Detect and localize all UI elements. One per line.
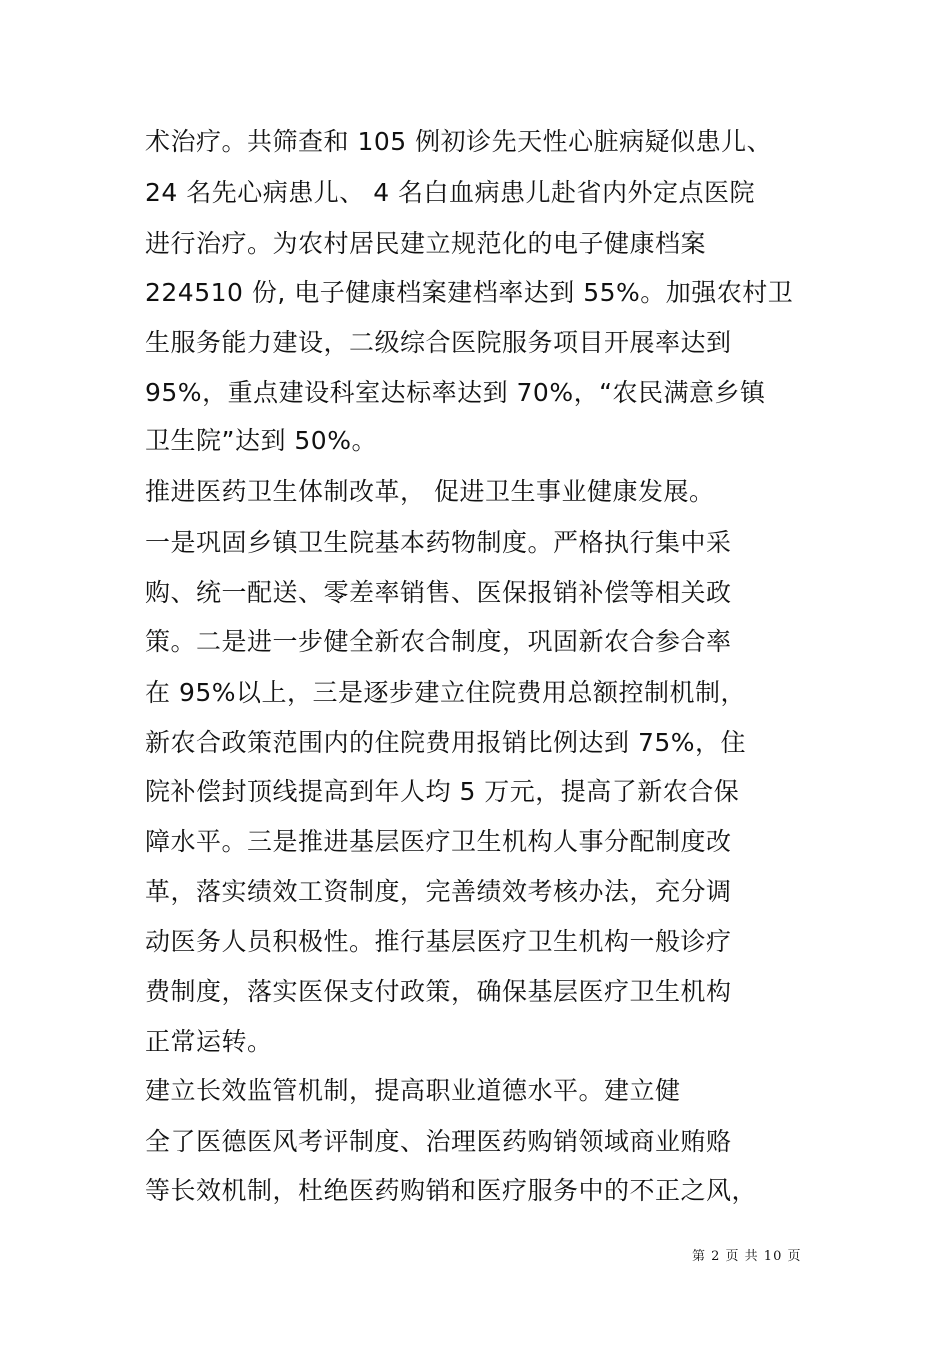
text-line: 购、统一配送、零差率销售、医保报销补偿等相关政: [145, 578, 732, 607]
text-line: 24 名先心病患儿、 4 名白血病患儿赴省内外定点医院: [145, 178, 756, 207]
text-line: 建立长效监管机制，提高职业道德水平。建立健: [145, 1076, 681, 1105]
text-line: 推进医药卫生体制改革， 促进卫生事业健康发展。: [145, 477, 715, 506]
text-line: 卫生院”达到 50%。: [145, 426, 377, 455]
text-line: 障水平。三是推进基层医疗卫生机构人事分配制度改: [145, 827, 732, 856]
text-line: 一是巩固乡镇卫生院基本药物制度。严格执行集中采: [145, 528, 732, 557]
text-line: 全了医德医风考评制度、治理医药购销领域商业贿赂: [145, 1127, 732, 1156]
text-line: 进行治疗。为农村居民建立规范化的电子健康档案: [145, 229, 707, 258]
text-line: 95%，重点建设科室达标率达到 70%，“农民满意乡镇: [145, 378, 766, 407]
page-number-footer: 第 2 页 共 10 页: [692, 1249, 802, 1264]
text-line: 革，落实绩效工资制度，完善绩效考核办法，充分调: [145, 877, 732, 906]
text-line: 224510 份, 电子健康档案建档率达到 55%。加强农村卫: [145, 278, 794, 307]
text-line: 动医务人员积极性。推行基层医疗卫生机构一般诊疗: [145, 927, 732, 956]
text-line: 等长效机制，杜绝医药购销和医疗服务中的不正之风，: [145, 1176, 758, 1205]
text-line: 费制度，落实医保支付政策，确保基层医疗卫生机构: [145, 977, 732, 1006]
text-line: 新农合政策范围内的住院费用报销比例达到 75%，住: [145, 728, 747, 757]
text-line: 在 95%以上，三是逐步建立住院费用总额控制机制，: [145, 678, 747, 707]
text-line: 生服务能力建设，二级综合医院服务项目开展率达到: [145, 328, 732, 357]
text-line: 术治疗。共筛查和 105 例初诊先天性心脏病疑似患儿、: [145, 127, 773, 156]
text-line: 策。二是进一步健全新农合制度，巩固新农合参合率: [145, 627, 732, 656]
text-line: 院补偿封顶线提高到年人均 5 万元，提高了新农合保: [145, 777, 740, 806]
text-line: 正常运转。: [145, 1027, 273, 1056]
